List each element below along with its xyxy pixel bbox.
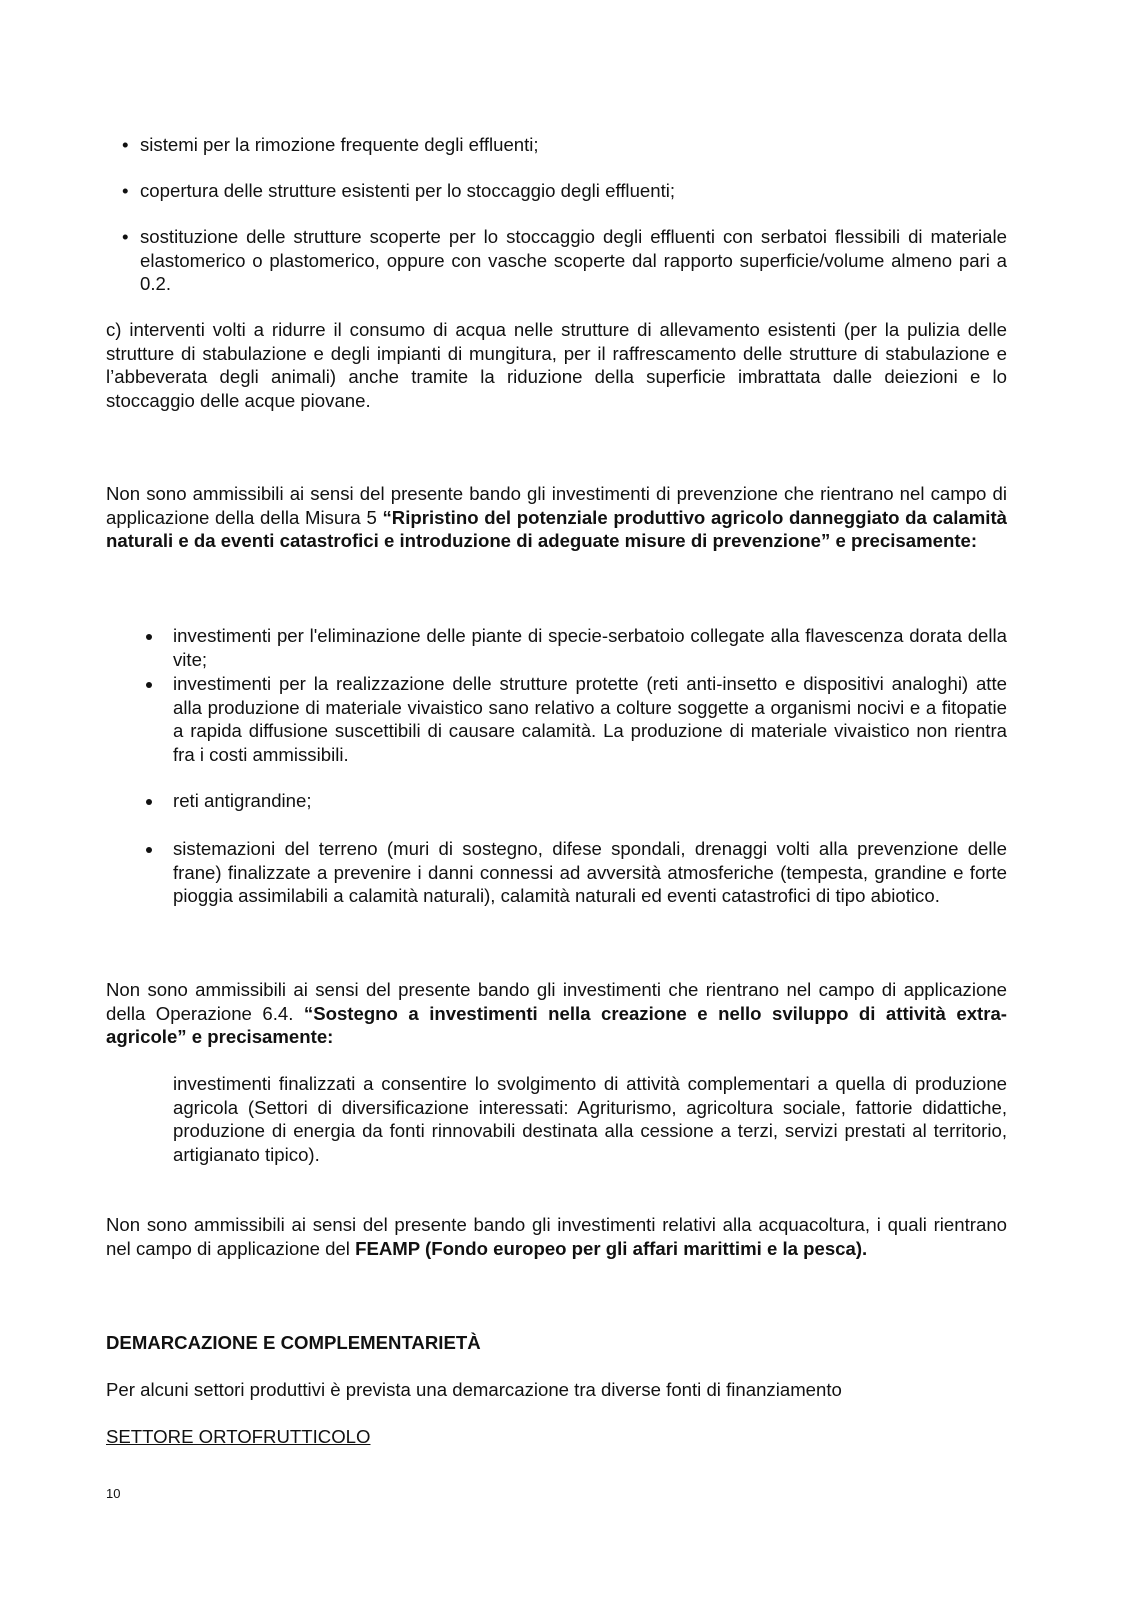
misura5-intro: Non sono ammissibili ai sensi del presente bando gli investimenti di prevenzione che rientrano nel campo di applicazione della della Misura 5 [106,483,1007,528]
list-item-text: investimenti per l'eliminazione delle piante di specie-serbatoio collegate alla flavescenza dorata della vite; [173,625,1007,670]
section-heading: DEMARCAZIONE E COMPLEMENTARIETÀ [106,1332,481,1353]
bullet-dot [146,682,152,688]
bullet-dot [146,634,152,640]
op64-intro: Non sono ammissibili ai sensi del presente bando gli investimenti che rientrano nel campo di applicazione della Operazione 6.4. [106,979,1007,1024]
list-item-text: sistemi per la rimozione frequente degli effluenti; [140,134,539,155]
sector-subheading: SETTORE ORTOFRUTTICOLO [106,1426,371,1447]
feamp-title: FEAMP (Fondo europeo per gli affari marittimi e la pesca). [355,1237,868,1259]
page-number: 10 [106,1486,121,1501]
feamp-paragraph [106,1213,1007,1260]
bullet-marker: • [122,226,129,247]
paragraph-c: c) interventi volti a ridurre il consumo di acqua nelle strutture di allevamento esistenti (per la pulizia delle strutture di stabulazione e degli impianti di mungitura, per il raffrescamento delle strutture di stabulazione e l’abbeverata degli animali) anche tramite la riduzione della superficie imbrattata dalle deiezioni e lo stoccaggio delle acque piovane. [106,319,1007,411]
op64-indented: investimenti finalizzati a consentire lo svolgimento di attività complementari a quella di produzione agricola (Settori di diversificazione interessati: Agriturismo, agricoltura sociale, fattorie didattiche, produzione di energia da fonti rinnovabili destinata alla cessione a terzi, servizi prestati al territorio, artigianato tipico). [173,1073,1007,1165]
list-item-text: copertura delle strutture esistenti per lo stoccaggio degli effluenti; [140,180,676,201]
bullet-dot [146,799,152,805]
list-item-text: sostituzione delle strutture scoperte per lo stoccaggio degli effluenti con serbatoi flessibili di materiale elastomerico o plastomerico, oppure con vasche scoperte dal rapporto superficie/volume almeno pari a 0.2. [140,226,1007,294]
misura5-paragraph [106,482,1007,553]
op64-title: “Sostegno a investimenti nella creazione e nello sviluppo di attività extra-agricole” e precisamente: [106,1002,1007,1047]
op64-paragraph [106,978,1007,1049]
bullet-marker: • [122,134,129,155]
misura5-title: “Ripristino del potenziale produttivo agricolo danneggiato da calamità naturali e da eventi catastrofici e introduzione di adeguate misure di prevenzione” e precisamente: [106,506,1007,551]
list-item-text: reti antigrandine; [173,790,312,811]
list-item-text: sistemazioni del terreno (muri di sostegno, difese spondali, drenaggi volti alla prevenzione delle frane) finalizzate a prevenire i danni connessi ad avversità atmosferiche (tempesta, grandine e forte pioggia assimilabili a calamità naturali), calamità naturali ed eventi catastrofici di tipo abiotico. [173,838,1007,906]
list-item-text: investimenti per la realizzazione delle strutture protette (reti anti-insetto e dispositivi analoghi) atte alla produzione di materiale vivaistico sano relativo a colture soggette a organismi nocivi e a fitopatie a rapida diffusione suscettibili di causare calamità. La produzione di materiale vivaistico non rientra fra i costi ammissibili. [173,673,1007,765]
bullet-marker: • [122,180,129,201]
bullet-dot [146,847,152,853]
feamp-intro: Non sono ammissibili ai sensi del presente bando gli investimenti relativi alla acquacoltura, i quali rientrano nel campo di applicazione del [106,1214,1007,1259]
demarcazione-text: Per alcuni settori produttivi è prevista una demarcazione tra diverse fonti di finanziamento [106,1379,842,1400]
